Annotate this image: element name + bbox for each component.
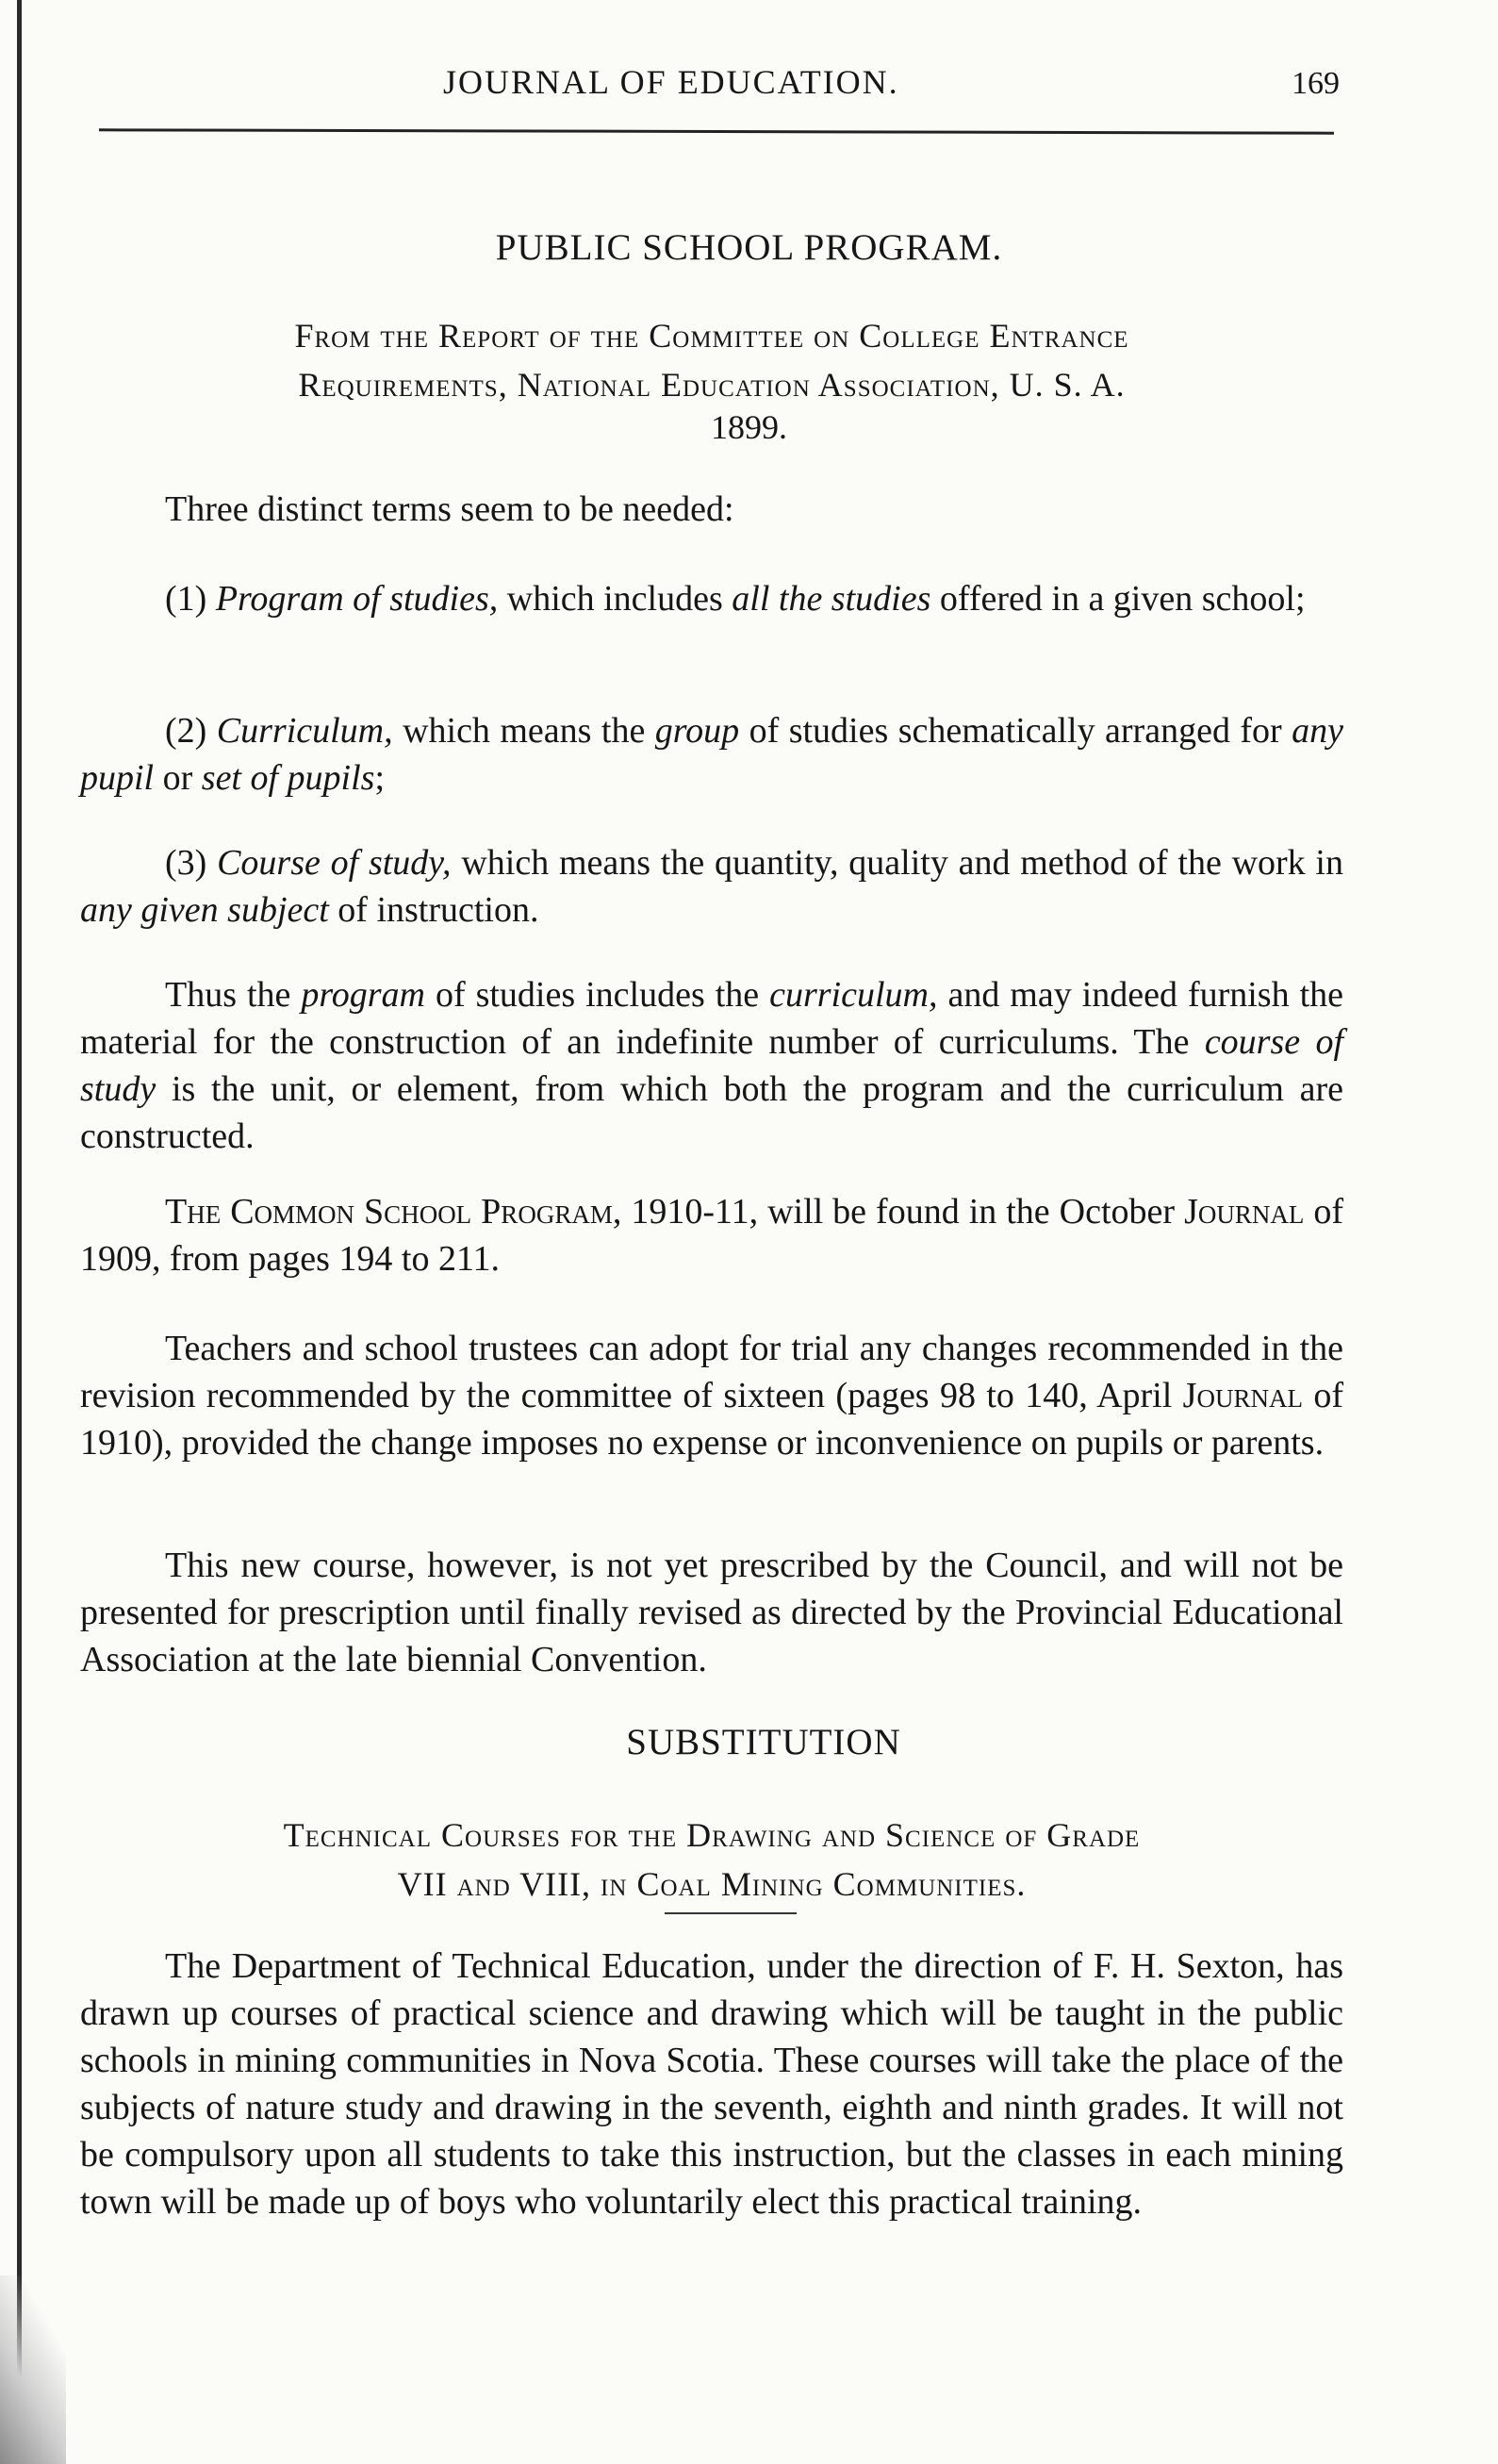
paragraph-curriculum — [80, 707, 1343, 802]
section-title-public-school-program: PUBLIC SCHOOL PROGRAM. — [495, 227, 1003, 268]
journal-reference: Journal — [1182, 1376, 1303, 1415]
paragraph-new-course: This new course, however, is not yet prescribed by the Council, and will not be presented for prescription until finally revised as directed by the Provincial Educational Association at the late biennial Convention. — [80, 1546, 1343, 1679]
emphasis-all-studies: all the studies — [732, 579, 931, 619]
technical-courses-line-2: VII and VIII, in Coal Mining Communities. — [397, 1865, 1027, 1903]
emphasis-course-of-study: course of study — [80, 1022, 1343, 1109]
paragraph-text: of 1910), provided the change imposes no expense or inconvenience on pupils or parents. — [80, 1376, 1344, 1463]
paragraph-course-of-study — [80, 839, 1343, 934]
section-divider — [665, 1912, 797, 1914]
paragraph-text: Thus the — [165, 975, 302, 1015]
paragraph-text: of studies includes the — [424, 975, 770, 1015]
report-source-line-2: Requirements, National Education Association, U. S. A. — [298, 366, 1126, 404]
page-number: 169 — [1292, 66, 1340, 101]
list-number: (3) — [165, 843, 207, 883]
paragraph-text: of studies schematically arranged for — [739, 711, 1292, 751]
paragraph-text: is the unit, or element, from which both the program and the curriculum are constructed. — [80, 1069, 1343, 1156]
list-number: (2) — [165, 711, 207, 751]
running-header — [0, 55, 1498, 111]
emphasis-program: program — [301, 975, 425, 1015]
emphasis-any-given-subject: any given subject — [80, 890, 329, 930]
common-school-program-heading: The Common School Program, — [165, 1192, 622, 1232]
paragraph-text: of instruction. — [328, 890, 539, 930]
section-title-substitution: SUBSTITUTION — [626, 1722, 901, 1762]
paragraph-text: offered in a given school; — [930, 579, 1306, 619]
paragraph-terms-intro: Three distinct terms seem to be needed: — [165, 489, 734, 529]
paragraph-text: of 1909, from pages 194 to 211. — [80, 1192, 1344, 1279]
journal-reference: Journal — [1184, 1192, 1305, 1232]
emphasis-any-pupil: any pupil — [80, 711, 1344, 798]
paragraph-teachers-trustees — [80, 1325, 1343, 1466]
paragraph-text: ; — [374, 758, 386, 798]
paragraph-text: which means the — [392, 711, 655, 751]
emphasis-set-of-pupils: set of pupils — [201, 758, 375, 798]
emphasis-group: group — [654, 711, 740, 751]
paragraph-text: 1910-11, will be found in the October — [621, 1192, 1185, 1232]
paragraph-program-of-studies — [80, 575, 1343, 622]
technical-courses-line-1: Technical Courses for the Drawing and Science of Grade — [283, 1816, 1141, 1854]
paragraph-thus-program — [80, 971, 1343, 1160]
term-curriculum: Curriculum, — [216, 711, 393, 751]
page-corner-shadow — [0, 2275, 66, 2464]
list-number: (1) — [165, 579, 207, 619]
paragraph-text: which includes — [498, 579, 733, 619]
paragraph-text: and may indeed furnish the material for the construction of an indefinite number of curriculums. The — [80, 975, 1343, 1062]
header-rule — [99, 128, 1334, 134]
term-program-of-studies: Program of studies, — [215, 579, 499, 619]
paragraph-common-school-program — [80, 1188, 1343, 1282]
term-course-of-study: Course of study, — [217, 843, 452, 883]
paragraph-text: or — [154, 758, 202, 798]
report-year: 1899. — [711, 408, 787, 446]
paragraph-technical-education: The Department of Technical Education, under the direction of F. H. Sexton, has drawn up courses of practical science and drawing which will be taught in the public schools in mining communities in Nova Scotia. These courses will take the place of the subjects of nature study and drawing in the seventh, eighth and ninth grades. It will not be compulsory upon all students to take this instruction, but the classes in each mining town will be made up of boys who voluntarily elect this practical training. — [80, 1946, 1343, 2222]
paragraph-text: which means the quantity, quality and method of the work in — [451, 843, 1343, 883]
emphasis-curriculum: curriculum, — [769, 975, 938, 1015]
page-binding-edge — [17, 0, 22, 2464]
journal-title: JOURNAL OF EDUCATION. — [443, 63, 899, 101]
paragraph-text: Teachers and school trustees can adopt for trial any changes recommended in the revision recommended by the committee of sixteen (pages 98 to 140, April — [80, 1329, 1343, 1415]
report-source-line-1: From the Report of the Committee on College Entrance — [294, 317, 1129, 355]
